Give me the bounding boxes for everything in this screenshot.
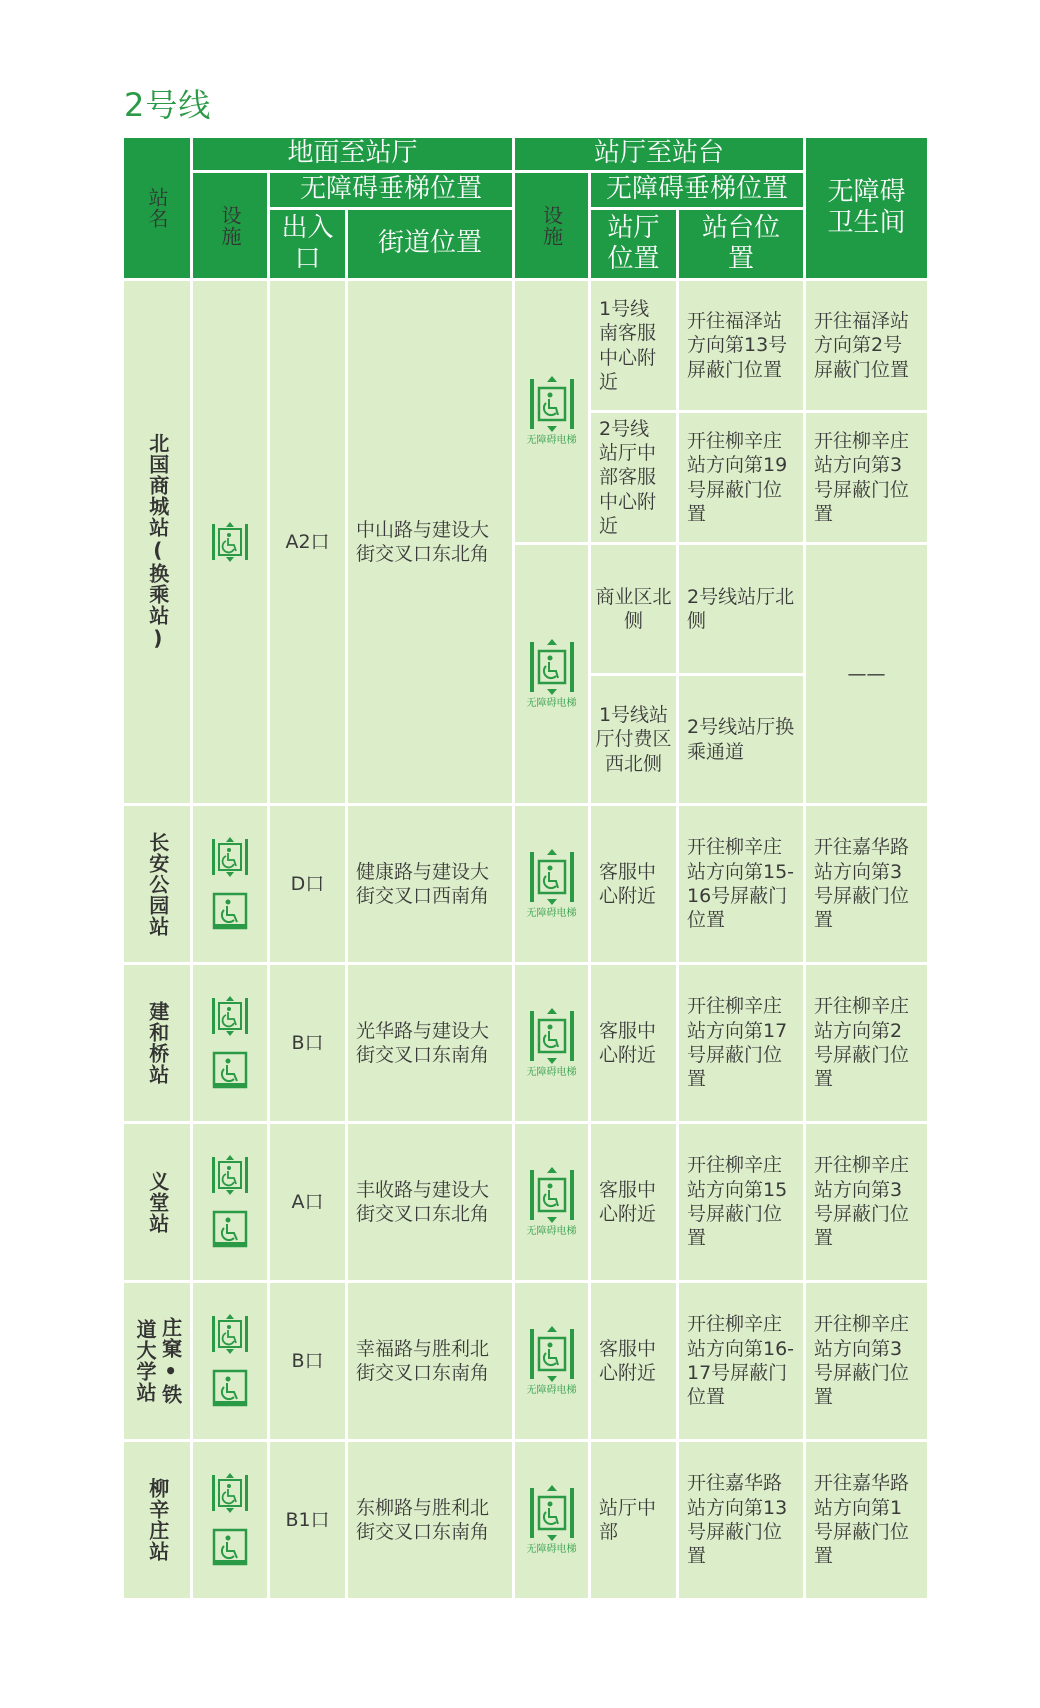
hall-position: 客服中心附近: [591, 1283, 676, 1439]
elevator-sign: [527, 1166, 577, 1239]
hall-position: 站厅中部: [591, 1442, 676, 1598]
ground-facility: [193, 281, 267, 803]
vertical-elevator-icon: [210, 1472, 250, 1514]
platform-position: 开往柳辛庄站方向第16-17号屏蔽门位置: [679, 1283, 803, 1439]
toilet-position: 开往柳辛庄站方向第3号屏蔽门位置: [806, 1283, 927, 1439]
elevator-sign: [527, 1325, 577, 1398]
header-street-position: 街道位置: [348, 210, 512, 278]
toilet-position: 开往嘉华路站方向第3号屏蔽门位置: [806, 806, 927, 962]
elevator-sign: [527, 1484, 577, 1557]
platform-position: 开往柳辛庄站方向第19号屏蔽门位置: [679, 413, 803, 542]
toilet-position: 开往柳辛庄站方向第3号屏蔽门位置: [806, 1124, 927, 1280]
vertical-elevator-icon: [210, 1313, 250, 1355]
elevator-caption: 无障碍电梯: [526, 1066, 577, 1078]
header-station: 站名: [124, 138, 190, 278]
ground-facility: [193, 1283, 267, 1439]
toilet-position: 开往柳辛庄站方向第3号屏蔽门位置: [806, 413, 927, 542]
station-name: 长安公园站: [124, 806, 190, 962]
ground-facility: [193, 806, 267, 962]
hall-position: 客服中心附近: [591, 965, 676, 1121]
platform-facility: [515, 1124, 588, 1280]
page-title: 2号线: [124, 86, 212, 124]
vertical-elevator-icon: [210, 1154, 250, 1196]
entrance: A口: [270, 1124, 345, 1280]
toilet-position: 开往柳辛庄站方向第2号屏蔽门位置: [806, 965, 927, 1121]
header-hall-to-platform: 站厅至站台: [515, 138, 803, 170]
platform-position: 开往嘉华路站方向第13号屏蔽门位置: [679, 1442, 803, 1598]
hall-position: 客服中心附近: [591, 806, 676, 962]
platform-position: 2号线站厅换乘通道: [679, 676, 803, 803]
elevator-sign: [527, 848, 577, 921]
hall-position: 2号线站厅中部客服中心附近: [591, 413, 676, 542]
elevator-caption: 无障碍电梯: [526, 907, 577, 919]
accessible-elevator-icon: [527, 1166, 577, 1224]
accessible-elevator-icon: [527, 638, 577, 696]
ground-facility: [193, 965, 267, 1121]
header-entrance: 出入口: [270, 210, 345, 278]
street-position: 东柳路与胜利北街交叉口东南角: [348, 1442, 512, 1598]
vertical-elevator-icon: [210, 995, 250, 1037]
accessible-elevator-icon: [527, 1007, 577, 1065]
elevator-sign: [527, 375, 577, 448]
entrance: B口: [270, 965, 345, 1121]
street-position: 光华路与建设大街交叉口东南角: [348, 965, 512, 1121]
platform-facility: [515, 1442, 588, 1598]
header-toilet: 无障碍卫生间: [806, 138, 927, 278]
platform-facility: [515, 965, 588, 1121]
header-ground-elevator-position: 无障碍垂梯位置: [270, 173, 512, 207]
elevator-sign: [527, 1007, 577, 1080]
entrance: A2口: [270, 281, 345, 803]
elevator-sign: [527, 638, 577, 711]
accessible-toilet-icon: [210, 890, 250, 932]
ground-facility: [193, 1442, 267, 1598]
hall-position: 1号线南客服中心附近: [591, 281, 676, 410]
street-position: 幸福路与胜利北街交叉口东南角: [348, 1283, 512, 1439]
accessible-elevator-icon: [527, 1325, 577, 1383]
accessible-elevator-icon: [527, 1484, 577, 1542]
street-position: 中山路与建设大街交叉口东北角: [348, 281, 512, 803]
hall-position: 商业区北侧: [591, 545, 676, 673]
elevator-caption: 无障碍电梯: [526, 1543, 577, 1555]
platform-position: 开往柳辛庄站方向第17号屏蔽门位置: [679, 965, 803, 1121]
entrance: B1口: [270, 1442, 345, 1598]
elevator-caption: 无障碍电梯: [526, 697, 577, 709]
elevator-caption: 无障碍电梯: [526, 1225, 577, 1237]
platform-facility: [515, 1283, 588, 1439]
entrance: B口: [270, 1283, 345, 1439]
header-platform-facility: 设施: [515, 173, 588, 278]
platform-facility: [515, 281, 588, 542]
header-platform-position: 站台位置: [679, 210, 803, 278]
accessible-toilet-icon: [210, 1367, 250, 1409]
platform-position: 2号线站厅北侧: [679, 545, 803, 673]
entrance: D口: [270, 806, 345, 962]
header-ground-to-hall: 地面至站厅: [193, 138, 512, 170]
accessible-elevator-icon: [527, 375, 577, 433]
station-name: 建和桥站: [124, 965, 190, 1121]
platform-position: 开往福泽站方向第13号屏蔽门位置: [679, 281, 803, 410]
ground-facility: [193, 1124, 267, 1280]
street-position: 丰收路与建设大街交叉口东北角: [348, 1124, 512, 1280]
vertical-elevator-icon: [210, 836, 250, 878]
accessible-toilet-icon: [210, 1526, 250, 1568]
hall-position: 客服中心附近: [591, 1124, 676, 1280]
toilet-position: 开往福泽站方向第2号屏蔽门位置: [806, 281, 927, 410]
header-hall-position: 站厅位置: [591, 210, 676, 278]
elevator-caption: 无障碍电梯: [526, 435, 577, 447]
platform-position: 开往柳辛庄站方向第15-16号屏蔽门位置: [679, 806, 803, 962]
header-ground-facility: 设施: [193, 173, 267, 278]
toilet-position: ——: [806, 545, 927, 803]
platform-facility: [515, 806, 588, 962]
station-name: 柳辛庄站: [124, 1442, 190, 1598]
accessible-toilet-icon: [210, 1208, 250, 1250]
hall-position: 1号线站厅付费区西北侧: [591, 676, 676, 803]
station-name: 义堂站: [124, 1124, 190, 1280]
accessible-toilet-icon: [210, 1049, 250, 1091]
station-name: 北国商城站(换乘站): [124, 281, 190, 803]
vertical-elevator-icon: [210, 521, 250, 563]
platform-facility: [515, 545, 588, 803]
accessible-elevator-icon: [527, 848, 577, 906]
platform-position: 开往柳辛庄站方向第15号屏蔽门位置: [679, 1124, 803, 1280]
station-name-col2: 庄窠•铁: [158, 1317, 183, 1405]
elevator-caption: 无障碍电梯: [526, 1384, 577, 1396]
street-position: 健康路与建设大街交叉口西南角: [348, 806, 512, 962]
header-platform-elevator-position: 无障碍垂梯位置: [591, 173, 803, 207]
station-name: [124, 1283, 190, 1439]
station-name-col1: 道大学站: [133, 1319, 157, 1403]
toilet-position: 开往嘉华路站方向第1号屏蔽门位置: [806, 1442, 927, 1598]
